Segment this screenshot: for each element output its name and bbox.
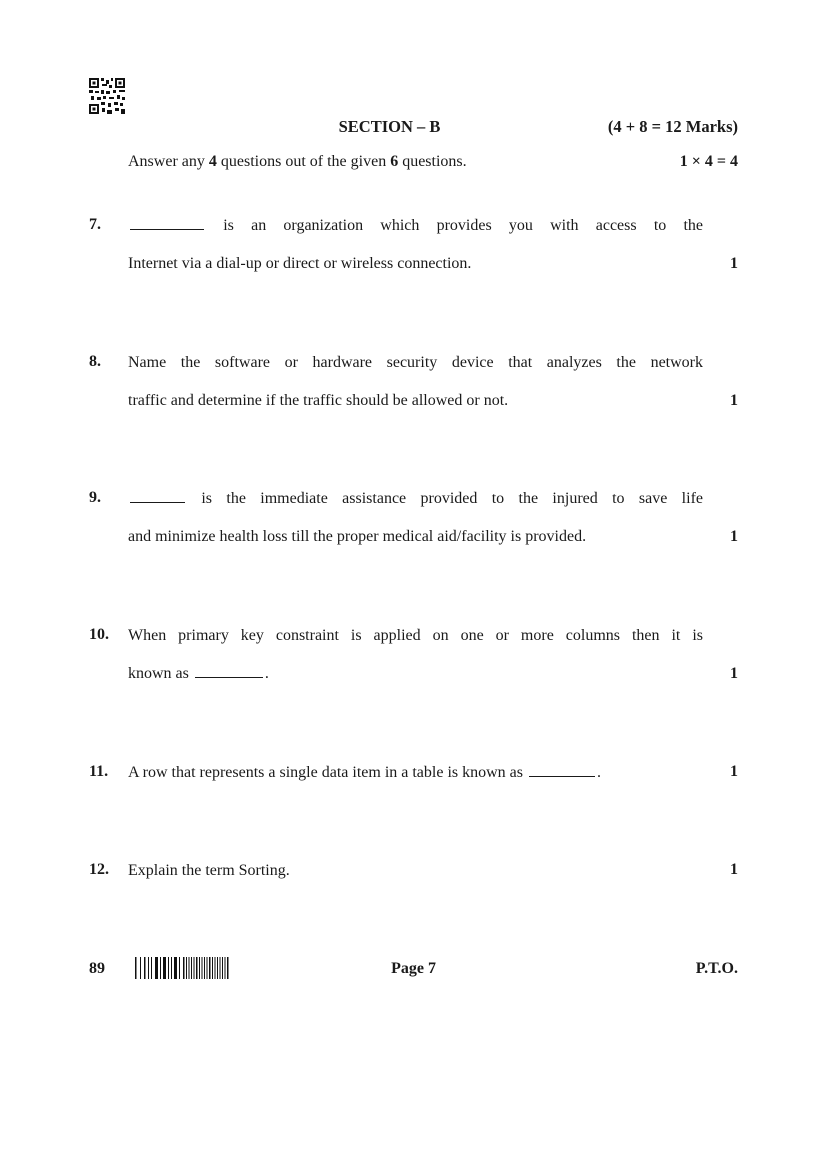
instruction-marks: 1 × 4 = 4 <box>679 153 738 170</box>
section-marks-total: (4 + 8 = 12 Marks) <box>607 117 738 136</box>
question-number: 8. <box>89 353 101 370</box>
question-text: Name the software or hardware security device that analyzes the network traffic and determine if the traffic should be allowed or not. <box>128 354 703 409</box>
question-number: 12. <box>89 861 109 878</box>
question-number: 10. <box>89 626 109 643</box>
question-marks: 1 <box>730 528 738 545</box>
question-text: is the immediate assistance provided to the injured to save life and minimize health loss till the proper medical aid/facility is provided. <box>128 490 704 545</box>
question-marks: 1 <box>730 255 738 272</box>
question-marks: 1 <box>730 763 738 780</box>
answer-blank <box>529 775 595 777</box>
question-number: 11. <box>89 763 109 780</box>
page-number: Page 7 <box>391 960 436 977</box>
please-turn-over: P.T.O. <box>695 960 738 977</box>
instruction-text: Answer any 4 questions out of the given 6 questions. <box>128 153 467 170</box>
question-number: 9. <box>89 489 101 506</box>
question-text: is an organization which provides you with access to the Internet via a dial-up or direct or wireless connection. <box>128 217 704 272</box>
qr-code-icon <box>89 78 125 114</box>
question-number: 7. <box>89 216 101 233</box>
section-title: SECTION – B <box>338 117 441 136</box>
question-marks: 1 <box>730 665 738 682</box>
answer-blank <box>195 676 263 678</box>
question-text: Explain the term Sorting. <box>128 862 290 879</box>
question-marks: 1 <box>730 861 738 878</box>
answer-blank <box>130 228 204 230</box>
paper-code: 89 <box>89 960 105 977</box>
page-footer <box>0 960 827 984</box>
question-text: A row that represents a single data item in a table is known as . <box>128 764 602 781</box>
answer-blank <box>130 501 185 503</box>
question-marks: 1 <box>730 392 738 409</box>
question-text: When primary key constraint is applied on one or more columns then it is known as . <box>128 627 703 682</box>
